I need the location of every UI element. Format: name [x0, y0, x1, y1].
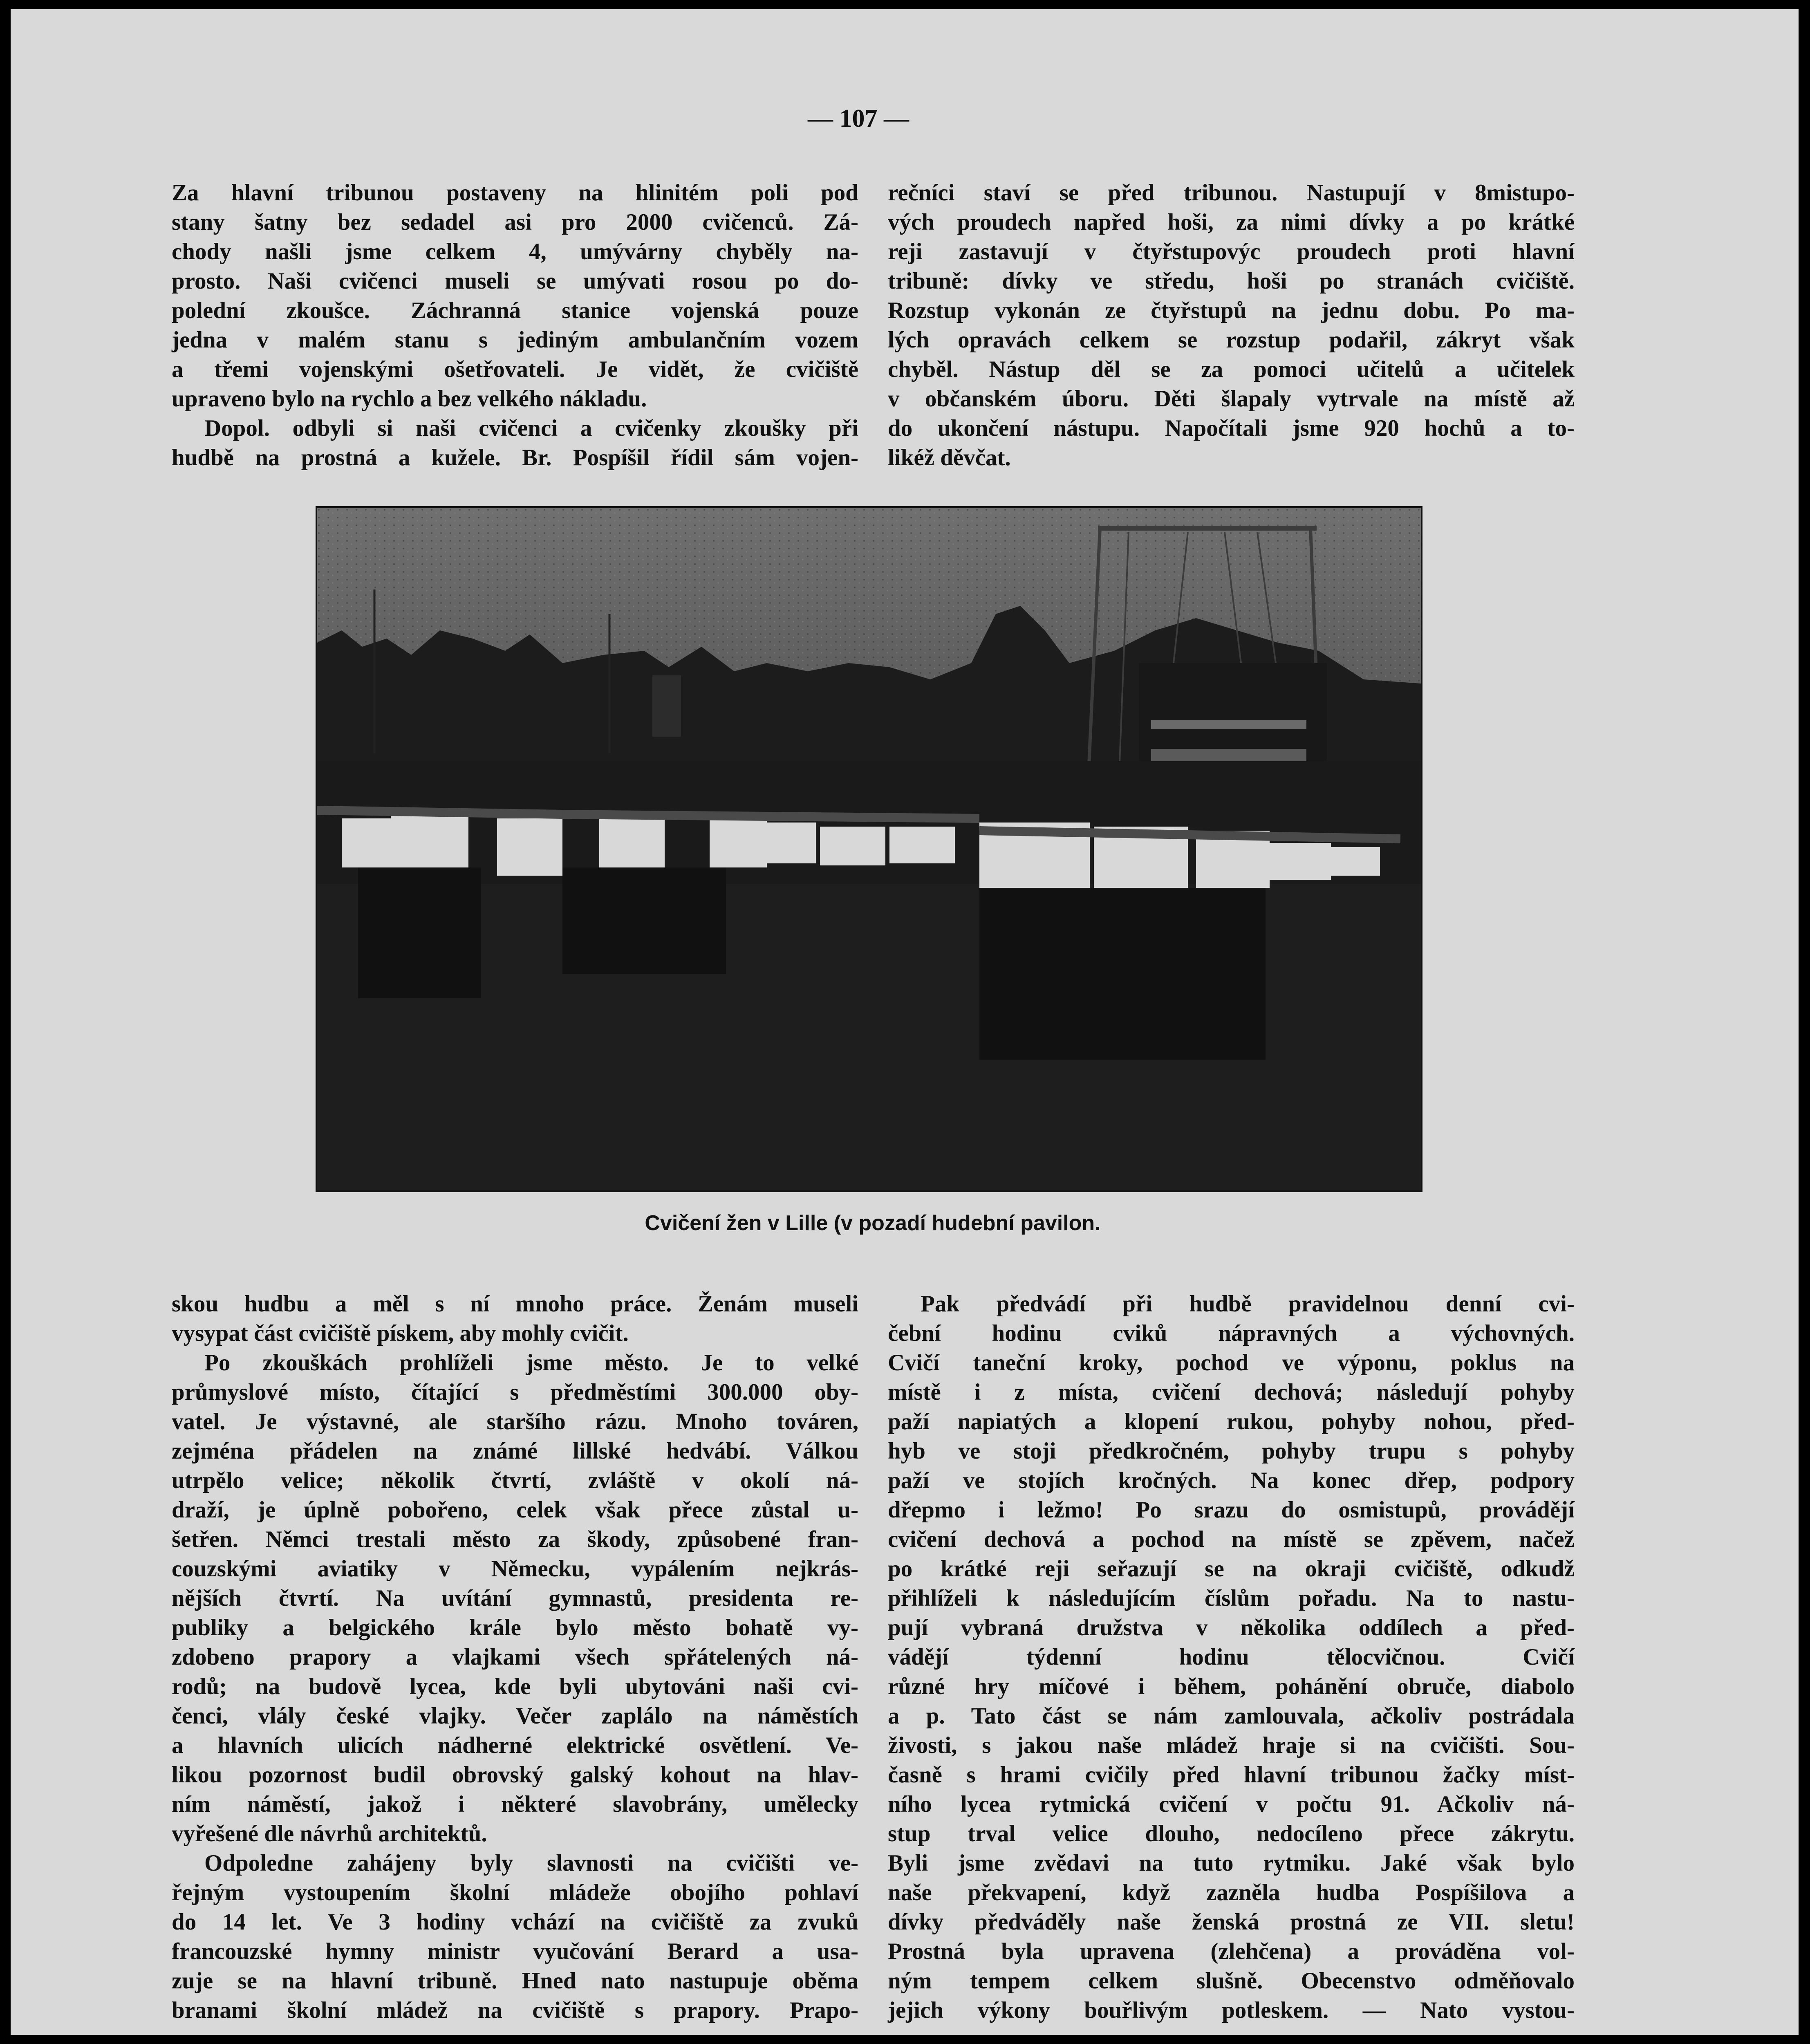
text-line: v občanském úboru. Děti šlapaly vytrvale na místě až — [888, 386, 1575, 412]
text-line: místě i z místa, cvičení dechová; následují pohyby — [888, 1379, 1575, 1405]
text-line: po krátké reji seřazují se na okraji cvičiště, odkudž — [888, 1556, 1575, 1582]
text-line: čenci, vlály české vlajky. Večer zaplálo na náměstích — [172, 1703, 858, 1729]
text-line: paží napiatých a klopení rukou, pohyby nohou, před- — [888, 1409, 1575, 1434]
text-line: přihlíželi k následujícím číslům pořadu. Na to nastu- — [888, 1585, 1575, 1611]
text-line: Pak předvádí při hudbě pravidelnou denní cvi- — [921, 1291, 1575, 1317]
text-line: likéž děvčat. — [888, 445, 1011, 471]
text-line: Po zkouškách prohlíželi jsme město. Je to velké — [204, 1350, 858, 1376]
text-line: ního lycea rytmická cvičení v počtu 91. Ačkoliv ná- — [888, 1791, 1575, 1817]
text-line: draží, je úplně pobořeno, celek však přece zůstal u- — [172, 1497, 858, 1523]
text-line: chyběl. Nástup děl se za pomoci učitelů a učitelek — [888, 356, 1575, 382]
text-line: vatel. Je výstavné, ale staršího rázu. Mnoho továren, — [172, 1409, 858, 1434]
text-line: Byli jsme zvědavi na tuto rytmiku. Jaké však bylo — [888, 1850, 1575, 1876]
text-line: časně s hrami cvičily před hlavní tribunou žačky míst- — [888, 1762, 1575, 1788]
text-line: vysypat část cvičiště pískem, aby mohly cvičit. — [172, 1320, 629, 1346]
text-line: do ukončení nástupu. Napočítali jsme 920 hochů a to- — [888, 415, 1575, 441]
text-line: paží ve stojích kročných. Na konec dřep, podpory — [888, 1468, 1575, 1493]
text-line: do 14 let. Ve 3 hodiny vchází na cvičiště za zvuků — [172, 1909, 858, 1935]
text-line: hudbě na prostná a kužele. Br. Pospíšil řídil sám vojen- — [172, 445, 858, 471]
text-line: zdobeno prapory a vlajkami všech spřátelených ná- — [172, 1644, 858, 1670]
text-column-top-left — [172, 178, 858, 473]
text-line: dívky předváděly naše ženská prostná ze VII. sletu! — [888, 1909, 1575, 1935]
text-line: rodů; na budově lycea, kde byli ubytováni naši cvi- — [172, 1674, 858, 1699]
text-line: čební hodinu cviků nápravných a výchovných. — [888, 1320, 1575, 1346]
text-line: šetřen. Němci trestali město za škody, způsobené fran- — [172, 1526, 858, 1552]
text-line: Dopol. odbyli si naši cvičenci a cvičenky zkoušky při — [204, 415, 858, 441]
text-line: polední zkoušce. Záchranná stanice vojenská pouze — [172, 298, 858, 323]
text-line: Prostná byla upravena (zlehčena) a prováděna vol- — [888, 1939, 1575, 1964]
photo-caption: Cvičení žen v Lille (v pozadí hudební pavilon. — [645, 1211, 1101, 1235]
text-line: chody našli jsme celkem 4, umývárny chyběly na- — [172, 239, 858, 264]
text-line: utrpělo velice; několik čtvrtí, zvláště v okolí ná- — [172, 1468, 858, 1493]
photograph-women-exercise-lille — [316, 506, 1422, 1192]
text-line: branami školní mládež na cvičiště s prapory. Prapo- — [172, 1997, 858, 2023]
text-line: Odpoledne zahájeny byly slavnosti na cvičišti ve- — [204, 1850, 858, 1876]
text-column-bottom-left — [172, 1289, 858, 2025]
text-column-bottom-right — [888, 1289, 1575, 2025]
text-line: vádějí týdenní hodinu tělocvičnou. Cvičí — [888, 1644, 1575, 1670]
text-line: zuje se na hlavní tribuně. Hned nato nastupuje oběma — [172, 1968, 858, 1994]
photo-image — [317, 508, 1421, 1190]
text-line: Rozstup vykonán ze čtyřstupů na jednu dobu. Po ma- — [888, 298, 1575, 323]
text-line: likou pozornost budil obrovský galský kohout na hlav- — [172, 1762, 858, 1788]
text-line: zejména přádelen na známé lillské hedvábí. Válkou — [172, 1438, 858, 1464]
text-line: jedna v malém stanu s jediným ambulančním vozem — [172, 327, 858, 353]
text-line: upraveno bylo na rychlo a bez velkého nákladu. — [172, 386, 647, 412]
text-line: stany šatny bez sedadel asi pro 2000 cvičenců. Zá- — [172, 209, 858, 235]
text-line: ním náměstí, jakož i některé slavobrány, umělecky — [172, 1791, 858, 1817]
text-line: cvičení dechová a pochod na místě se zpěvem, načež — [888, 1526, 1575, 1552]
text-line: a p. Tato část se nám zamlouvala, ačkoliv postrádala — [888, 1703, 1575, 1729]
text-line: publiky a belgického krále bylo město bohatě vy- — [172, 1615, 858, 1641]
text-line: francouzské hymny ministr vyučování Berard a usa- — [172, 1939, 858, 1964]
text-line: a hlavních ulicích nádherné elektrické osvětlení. Ve- — [172, 1732, 858, 1758]
text-line: couzskými aviatiky v Německu, vypálením nejkrás- — [172, 1556, 858, 1582]
text-line: skou hudbu a měl s ní mnoho práce. Ženám museli — [172, 1291, 858, 1317]
text-line: rečníci staví se před tribunou. Nastupují v 8mistupo- — [888, 180, 1575, 206]
text-line: Za hlavní tribunou postaveny na hlinitém poli pod — [172, 180, 858, 206]
text-line: živosti, s jakou naše mládež hraje si na cvičišti. Sou- — [888, 1732, 1575, 1758]
text-line: nějších čtvrtí. Na uvítání gymnastů, presidenta re- — [172, 1585, 858, 1611]
text-line: prosto. Naši cvičenci museli se umývati rosou po do- — [172, 268, 858, 294]
text-line: a třemi vojenskými ošetřovateli. Je vidět, že cvičiště — [172, 356, 858, 382]
photo-church-tower — [652, 675, 681, 737]
text-line: průmyslové místo, čítající s předměstími 300.000 oby- — [172, 1379, 858, 1405]
text-column-top-right — [888, 178, 1575, 473]
text-line: tribuně: dívky ve středu, hoši po stranách cvičiště. — [888, 268, 1575, 294]
text-line: řejným vystoupením školní mládeže obojího pohlaví — [172, 1880, 858, 1905]
text-line: různé hry míčové i během, pohánění obruče, diabolo — [888, 1674, 1575, 1699]
text-line: jejich výkony bouřlivým potleskem. — Nato vystou- — [888, 1997, 1575, 2023]
text-line: lých opravách celkem se rozstup podařil, zákryt však — [888, 327, 1575, 353]
text-line: vých proudech napřed hoši, za nimi dívky a po krátké — [888, 209, 1575, 235]
text-line: naše překvapení, když zazněla hudba Pospíšilova a — [888, 1880, 1575, 1905]
page-number: — 107 — — [808, 105, 909, 132]
text-line: ným tempem celkem slušně. Obecenstvo odměňovalo — [888, 1968, 1575, 1994]
text-line: hyb ve stoji předkročném, pohyby trupu s pohyby — [888, 1438, 1575, 1464]
text-line: vyřešené dle návrhů architektů. — [172, 1821, 487, 1847]
text-line: reji zastavují v čtyřstupovýc proudech proti hlavní — [888, 239, 1575, 264]
text-line: stup trval velice dlouho, nedocíleno přece zákrytu. — [888, 1821, 1575, 1847]
text-line: Cvičí taneční kroky, pochod ve výponu, poklus na — [888, 1350, 1575, 1376]
text-line: dřepmo i ležmo! Po srazu do osmistupů, provádějí — [888, 1497, 1575, 1523]
text-line: pují vybraná družstva v několika oddílech a před- — [888, 1615, 1575, 1641]
